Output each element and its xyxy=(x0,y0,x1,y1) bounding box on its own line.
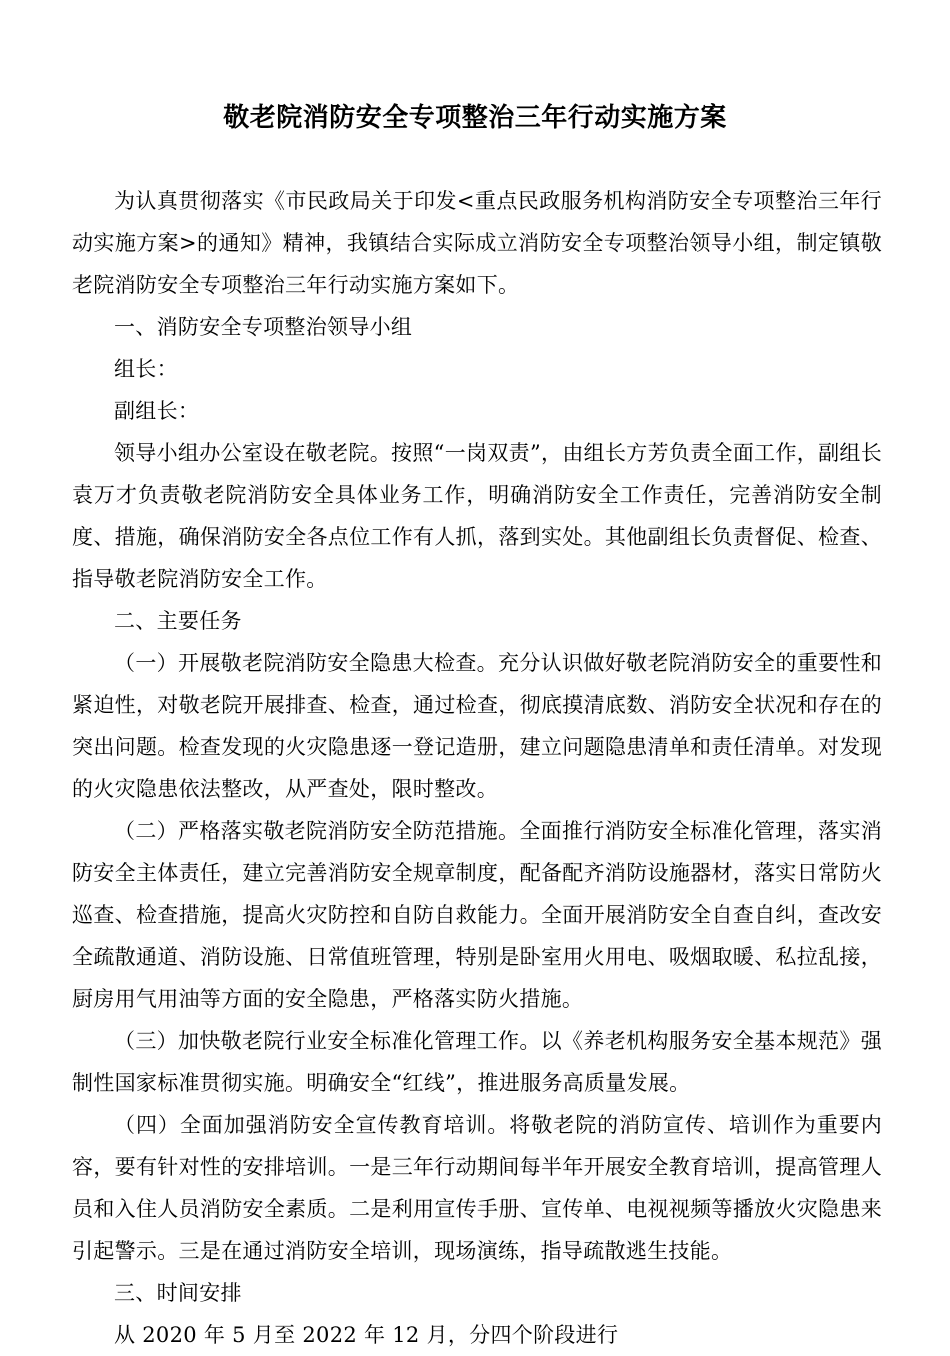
leader-line: 组长： xyxy=(114,357,178,381)
document-title: 敬老院消防安全专项整治三年行动实施方案 xyxy=(223,103,727,133)
office-paragraph: 领导小组办公室设在敬老院。按照“一岗双责”，由组长方芳负责全面工作，副组长袁万才负责敬老院消防安全具体业务工作，明确消防安全工作责任，完善消防安全制度、措施，确保消防安全各点位工作有人抓，落到实处。其他副组长负责督促、检查、指导敬老院消防安全工作。 xyxy=(72,441,882,591)
schedule-paragraph: 从 2020 年 5 月至 2022 年 12 月，分四个阶段进行 xyxy=(114,1323,619,1347)
section-heading-tasks: 二、主要任务 xyxy=(114,609,242,633)
task-3-paragraph: （三）加快敬老院行业安全标准化管理工作。以《养老机构服务安全基本规范》强制性国家标准贯彻实施。明确安全“红线”，推进服务高质量发展。 xyxy=(72,1029,882,1095)
task-1-paragraph: （一）开展敬老院消防安全隐患大检查。充分认识做好敬老院消防安全的重要性和紧迫性，对敬老院开展排查、检查，通过检查，彻底摸清底数、消防安全状况和存在的突出问题。检查发现的火灾隐患逐一登记造册，建立问题隐患清单和责任清单。对发现的火灾隐患依法整改，从严查处，限时整改。 xyxy=(72,651,882,801)
intro-paragraph: 为认真贯彻落实《市民政局关于印发<重点民政服务机构消防安全专项整治三年行动实施方案>的通知》精神，我镇结合实际成立消防安全专项整治领导小组，制定镇敬老院消防安全专项整治三年行动实施方案如下。 xyxy=(72,189,882,297)
document-body xyxy=(72,180,882,1356)
section-heading-leadership: 一、消防安全专项整治领导小组 xyxy=(114,315,413,339)
section-heading-schedule: 三、时间安排 xyxy=(114,1281,242,1305)
task-2-paragraph: （二）严格落实敬老院消防安全防范措施。全面推行消防安全标准化管理，落实消防安全主体责任，建立完善消防安全规章制度，配备配齐消防设施器材，落实日常防火巡查、检查措施，提高火灾防控和自防自救能力。全面开展消防安全自查自纠，查改安全疏散通道、消防设施、日常值班管理，特别是卧室用火用电、吸烟取暖、私拉乱接，厨房用气用油等方面的安全隐患，严格落实防火措施。 xyxy=(72,819,882,1011)
task-4-paragraph: （四）全面加强消防安全宣传教育培训。将敬老院的消防宣传、培训作为重要内容，要有针对性的安排培训。一是三年行动期间每半年开展安全教育培训，提高管理人员和入住人员消防安全素质。二是利用宣传手册、宣传单、电视视频等播放火灾隐患来引起警示。三是在通过消防安全培训，现场演练，指导疏散逃生技能。 xyxy=(72,1113,882,1263)
deputy-leader-line: 副组长： xyxy=(114,399,200,423)
